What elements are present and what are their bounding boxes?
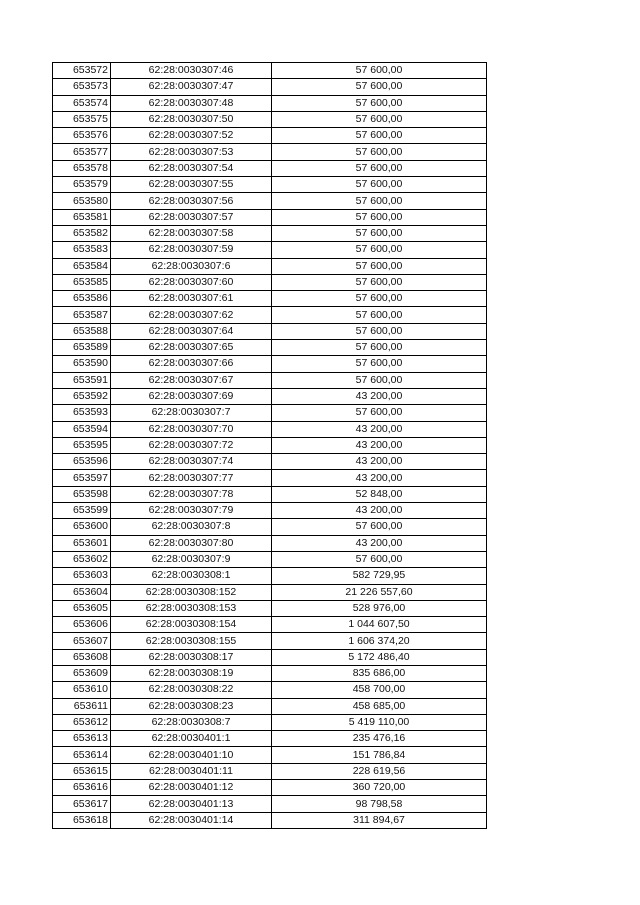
- table-row: [53, 323, 487, 339]
- cadastral-number-cell: 62:28:0030307:6: [111, 258, 272, 274]
- table-row: [53, 454, 487, 470]
- table-row: [53, 486, 487, 502]
- table-row: [53, 665, 487, 681]
- row-id-cell: 653604: [53, 584, 111, 600]
- cadastral-number-cell: 62:28:0030307:60: [111, 274, 272, 290]
- value-cell: 458 685,00: [272, 698, 487, 714]
- cadastral-number-cell: 62:28:0030307:64: [111, 323, 272, 339]
- table-row: [53, 519, 487, 535]
- table-row: [53, 356, 487, 372]
- row-id-cell: 653585: [53, 274, 111, 290]
- table-row: [53, 291, 487, 307]
- cadastral-number-cell: 62:28:0030307:65: [111, 340, 272, 356]
- cadastral-number-cell: 62:28:0030308:1: [111, 568, 272, 584]
- value-cell: 57 600,00: [272, 405, 487, 421]
- row-id-cell: 653607: [53, 633, 111, 649]
- row-id-cell: 653581: [53, 209, 111, 225]
- value-cell: 57 600,00: [272, 323, 487, 339]
- value-cell: 582 729,95: [272, 568, 487, 584]
- cadastral-number-cell: 62:28:0030307:55: [111, 177, 272, 193]
- cadastral-number-cell: 62:28:0030307:67: [111, 372, 272, 388]
- row-id-cell: 653596: [53, 454, 111, 470]
- cadastral-number-cell: 62:28:0030308:22: [111, 682, 272, 698]
- cadastral-number-cell: 62:28:0030307:56: [111, 193, 272, 209]
- cadastral-number-cell: 62:28:0030307:8: [111, 519, 272, 535]
- table-row: [53, 128, 487, 144]
- row-id-cell: 653580: [53, 193, 111, 209]
- table-row: [53, 470, 487, 486]
- cadastral-number-cell: 62:28:0030307:57: [111, 209, 272, 225]
- table-row: [53, 535, 487, 551]
- table-row: [53, 812, 487, 828]
- value-cell: 57 600,00: [272, 95, 487, 111]
- table-row: [53, 780, 487, 796]
- value-cell: 228 619,56: [272, 763, 487, 779]
- cadastral-number-cell: 62:28:0030307:52: [111, 128, 272, 144]
- value-cell: 57 600,00: [272, 209, 487, 225]
- row-id-cell: 653605: [53, 600, 111, 616]
- row-id-cell: 653584: [53, 258, 111, 274]
- table-row: [53, 193, 487, 209]
- cadastral-number-cell: 62:28:0030307:72: [111, 437, 272, 453]
- cadastral-number-cell: 62:28:0030307:78: [111, 486, 272, 502]
- value-cell: 57 600,00: [272, 144, 487, 160]
- row-id-cell: 653589: [53, 340, 111, 356]
- row-id-cell: 653583: [53, 242, 111, 258]
- cadastral-number-cell: 62:28:0030307:80: [111, 535, 272, 551]
- cadastral-number-cell: 62:28:0030307:79: [111, 503, 272, 519]
- row-id-cell: 653576: [53, 128, 111, 144]
- table-row: [53, 388, 487, 404]
- value-cell: 43 200,00: [272, 470, 487, 486]
- table-row: [53, 177, 487, 193]
- row-id-cell: 653575: [53, 111, 111, 127]
- cadastral-number-cell: 62:28:0030401:12: [111, 780, 272, 796]
- value-cell: 57 600,00: [272, 551, 487, 567]
- row-id-cell: 653610: [53, 682, 111, 698]
- cadastral-value-table: [52, 62, 487, 829]
- row-id-cell: 653592: [53, 388, 111, 404]
- cadastral-number-cell: 62:28:0030307:54: [111, 160, 272, 176]
- row-id-cell: 653615: [53, 763, 111, 779]
- row-id-cell: 653599: [53, 503, 111, 519]
- table-row: [53, 796, 487, 812]
- table-row: [53, 405, 487, 421]
- cadastral-number-cell: 62:28:0030401:1: [111, 731, 272, 747]
- cadastral-number-cell: 62:28:0030307:9: [111, 551, 272, 567]
- cadastral-number-cell: 62:28:0030307:47: [111, 79, 272, 95]
- cadastral-number-cell: 62:28:0030307:53: [111, 144, 272, 160]
- value-cell: 151 786,84: [272, 747, 487, 763]
- value-cell: 57 600,00: [272, 356, 487, 372]
- cadastral-number-cell: 62:28:0030307:66: [111, 356, 272, 372]
- value-cell: 835 686,00: [272, 665, 487, 681]
- row-id-cell: 653588: [53, 323, 111, 339]
- row-id-cell: 653612: [53, 714, 111, 730]
- table-row: [53, 340, 487, 356]
- table-row: [53, 421, 487, 437]
- cadastral-number-cell: 62:28:0030308:7: [111, 714, 272, 730]
- row-id-cell: 653600: [53, 519, 111, 535]
- value-cell: 52 848,00: [272, 486, 487, 502]
- row-id-cell: 653608: [53, 649, 111, 665]
- cadastral-number-cell: 62:28:0030401:11: [111, 763, 272, 779]
- table-row: [53, 600, 487, 616]
- value-cell: 57 600,00: [272, 193, 487, 209]
- cadastral-number-cell: 62:28:0030307:50: [111, 111, 272, 127]
- value-cell: 57 600,00: [272, 225, 487, 241]
- table-row: [53, 79, 487, 95]
- value-cell: 98 798,58: [272, 796, 487, 812]
- value-cell: 57 600,00: [272, 242, 487, 258]
- table-row: [53, 714, 487, 730]
- row-id-cell: 653572: [53, 63, 111, 79]
- cadastral-number-cell: 62:28:0030308:153: [111, 600, 272, 616]
- table-row: [53, 63, 487, 79]
- table-row: [53, 682, 487, 698]
- table-row: [53, 160, 487, 176]
- table-row: [53, 437, 487, 453]
- row-id-cell: 653573: [53, 79, 111, 95]
- row-id-cell: 653613: [53, 731, 111, 747]
- cadastral-number-cell: 62:28:0030308:155: [111, 633, 272, 649]
- cadastral-number-cell: 62:28:0030307:48: [111, 95, 272, 111]
- value-cell: 57 600,00: [272, 177, 487, 193]
- cadastral-number-cell: 62:28:0030307:69: [111, 388, 272, 404]
- row-id-cell: 653602: [53, 551, 111, 567]
- table-row: [53, 747, 487, 763]
- cadastral-number-cell: 62:28:0030308:154: [111, 617, 272, 633]
- value-cell: 311 894,67: [272, 812, 487, 828]
- row-id-cell: 653614: [53, 747, 111, 763]
- table-body: [53, 63, 487, 829]
- table-row: [53, 617, 487, 633]
- cadastral-number-cell: 62:28:0030307:58: [111, 225, 272, 241]
- cadastral-number-cell: 62:28:0030308:23: [111, 698, 272, 714]
- table-row: [53, 274, 487, 290]
- table-row: [53, 95, 487, 111]
- row-id-cell: 653603: [53, 568, 111, 584]
- cadastral-number-cell: 62:28:0030401:10: [111, 747, 272, 763]
- cadastral-number-cell: 62:28:0030308:152: [111, 584, 272, 600]
- table-row: [53, 698, 487, 714]
- row-id-cell: 653617: [53, 796, 111, 812]
- value-cell: 43 200,00: [272, 421, 487, 437]
- row-id-cell: 653574: [53, 95, 111, 111]
- value-cell: 57 600,00: [272, 79, 487, 95]
- table-row: [53, 209, 487, 225]
- value-cell: 57 600,00: [272, 111, 487, 127]
- cadastral-number-cell: 62:28:0030307:70: [111, 421, 272, 437]
- cadastral-number-cell: 62:28:0030307:59: [111, 242, 272, 258]
- cadastral-number-cell: 62:28:0030308:17: [111, 649, 272, 665]
- table-row: [53, 731, 487, 747]
- row-id-cell: 653616: [53, 780, 111, 796]
- cadastral-number-cell: 62:28:0030307:74: [111, 454, 272, 470]
- table-row: [53, 225, 487, 241]
- table-row: [53, 258, 487, 274]
- value-cell: 57 600,00: [272, 274, 487, 290]
- row-id-cell: 653590: [53, 356, 111, 372]
- value-cell: 21 226 557,60: [272, 584, 487, 600]
- value-cell: 57 600,00: [272, 340, 487, 356]
- row-id-cell: 653611: [53, 698, 111, 714]
- cadastral-number-cell: 62:28:0030307:46: [111, 63, 272, 79]
- cadastral-number-cell: 62:28:0030307:61: [111, 291, 272, 307]
- table-row: [53, 633, 487, 649]
- value-cell: 5 172 486,40: [272, 649, 487, 665]
- table-row: [53, 372, 487, 388]
- value-cell: 43 200,00: [272, 437, 487, 453]
- value-cell: 43 200,00: [272, 535, 487, 551]
- row-id-cell: 653582: [53, 225, 111, 241]
- row-id-cell: 653609: [53, 665, 111, 681]
- table-row: [53, 584, 487, 600]
- value-cell: 57 600,00: [272, 258, 487, 274]
- value-cell: 43 200,00: [272, 388, 487, 404]
- value-cell: 57 600,00: [272, 63, 487, 79]
- value-cell: 360 720,00: [272, 780, 487, 796]
- row-id-cell: 653587: [53, 307, 111, 323]
- table-row: [53, 568, 487, 584]
- table-row: [53, 242, 487, 258]
- row-id-cell: 653618: [53, 812, 111, 828]
- row-id-cell: 653577: [53, 144, 111, 160]
- value-cell: 57 600,00: [272, 128, 487, 144]
- cadastral-number-cell: 62:28:0030401:14: [111, 812, 272, 828]
- row-id-cell: 653598: [53, 486, 111, 502]
- value-cell: 528 976,00: [272, 600, 487, 616]
- value-cell: 57 600,00: [272, 160, 487, 176]
- table-row: [53, 307, 487, 323]
- cadastral-number-cell: 62:28:0030308:19: [111, 665, 272, 681]
- value-cell: 458 700,00: [272, 682, 487, 698]
- table-row: [53, 551, 487, 567]
- table-row: [53, 763, 487, 779]
- row-id-cell: 653595: [53, 437, 111, 453]
- row-id-cell: 653579: [53, 177, 111, 193]
- row-id-cell: 653593: [53, 405, 111, 421]
- value-cell: 57 600,00: [272, 307, 487, 323]
- value-cell: 43 200,00: [272, 503, 487, 519]
- value-cell: 43 200,00: [272, 454, 487, 470]
- value-cell: 57 600,00: [272, 291, 487, 307]
- value-cell: 235 476,16: [272, 731, 487, 747]
- value-cell: 1 044 607,50: [272, 617, 487, 633]
- cadastral-number-cell: 62:28:0030307:7: [111, 405, 272, 421]
- row-id-cell: 653591: [53, 372, 111, 388]
- row-id-cell: 653601: [53, 535, 111, 551]
- row-id-cell: 653594: [53, 421, 111, 437]
- cadastral-number-cell: 62:28:0030401:13: [111, 796, 272, 812]
- value-cell: 57 600,00: [272, 372, 487, 388]
- table-row: [53, 649, 487, 665]
- table-row: [53, 503, 487, 519]
- cadastral-number-cell: 62:28:0030307:77: [111, 470, 272, 486]
- table-row: [53, 111, 487, 127]
- value-cell: 57 600,00: [272, 519, 487, 535]
- table-row: [53, 144, 487, 160]
- row-id-cell: 653606: [53, 617, 111, 633]
- row-id-cell: 653597: [53, 470, 111, 486]
- row-id-cell: 653586: [53, 291, 111, 307]
- cadastral-number-cell: 62:28:0030307:62: [111, 307, 272, 323]
- value-cell: 1 606 374,20: [272, 633, 487, 649]
- value-cell: 5 419 110,00: [272, 714, 487, 730]
- row-id-cell: 653578: [53, 160, 111, 176]
